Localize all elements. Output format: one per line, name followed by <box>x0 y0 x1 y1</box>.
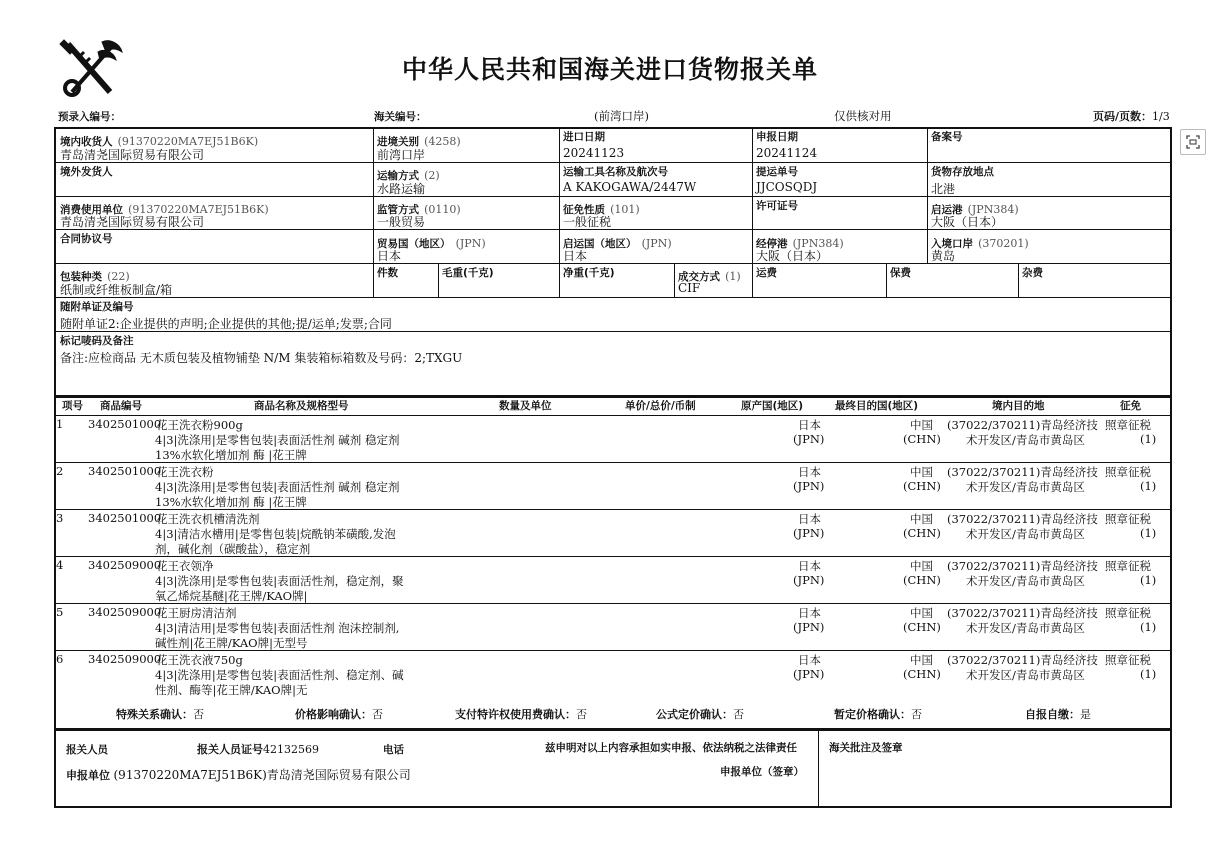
verify-note: 仅供核对用 <box>834 109 892 123</box>
trade-country-label: 贸易国（地区） <box>377 238 451 250</box>
storage-label: 货物存放地点 <box>931 166 994 178</box>
table-row <box>55 557 1171 604</box>
declaring-unit-value: (91370220MA7EJ51B6K)青岛清尧国际贸易有限公司 <box>113 768 411 782</box>
row-spec-line2: 13%水软化增加剂 酶 |花王牌 <box>155 448 307 462</box>
insurance-label: 保费 <box>890 267 911 279</box>
row-dest-code: (CHN) <box>903 432 941 446</box>
row-name: 花王洗衣液750g <box>156 653 243 667</box>
deal-label: 成交方式 <box>678 271 720 283</box>
row-no: 5 <box>56 605 64 619</box>
departure-port-value: 大阪（日本） <box>931 215 1004 229</box>
supervision-label: 监管方式 <box>377 204 419 216</box>
row-dest: 中国 <box>910 418 933 432</box>
transport-mode-value: 水路运输 <box>377 182 426 196</box>
scan-icon <box>1181 130 1205 154</box>
table-row <box>55 604 1171 651</box>
vessel-label: 运输工具名称及航次号 <box>563 166 668 178</box>
port-note: (前湾口岸) <box>594 109 649 123</box>
table-row <box>55 510 1171 557</box>
scan-button[interactable] <box>1180 129 1206 155</box>
row-origin: 日本 <box>798 418 821 432</box>
customs-no-label: 海关编号： <box>374 111 427 123</box>
customs-remarks-label: 海关批注及签章 <box>829 742 903 754</box>
row-levy-code: (1) <box>1140 573 1157 587</box>
import-date-value: 20241123 <box>563 146 625 160</box>
page-indicator <box>1093 108 1170 124</box>
row-levy-code: (1) <box>1140 620 1157 634</box>
row-dest-code: (CHN) <box>903 573 941 587</box>
royalty-label: 支付特许权使用费确认： <box>455 708 576 721</box>
row-levy: 照章征税 <box>1105 512 1151 526</box>
deal-value: CIF <box>678 281 701 295</box>
special-label: 特殊关系确认： <box>116 708 193 721</box>
row-code: 3402509000 <box>88 558 162 572</box>
row-domestic-line2: 术开发区/青岛市黄岛区 <box>966 668 1085 682</box>
row-spec-line1: 4|3|清洁用|是零售包装|表面活性剂 泡沫控制剂, <box>155 621 400 635</box>
row-dest-code: (CHN) <box>903 667 941 681</box>
col-header-origin: 原产国(地区) <box>741 400 804 412</box>
price-value: 否 <box>372 708 383 721</box>
table-row <box>55 651 1171 698</box>
row-dest: 中国 <box>910 559 933 573</box>
marks-label: 标记唛码及备注 <box>60 335 134 347</box>
transit-port-label: 经停港 <box>756 238 788 250</box>
row-spec-line2: 碱性剂|花王牌/KAO牌|无型号 <box>155 636 308 650</box>
transit-port-value: 大阪（日本） <box>756 249 829 263</box>
levy-label: 征免性质 <box>563 204 605 216</box>
col-header-levy: 征免 <box>1120 400 1141 412</box>
formula-confirm <box>656 706 744 722</box>
provisional-value: 否 <box>911 708 922 721</box>
row-levy: 照章征税 <box>1105 418 1151 432</box>
pre-entry-label: 预录入编号： <box>58 111 121 123</box>
col-header-name: 商品名称及规格型号 <box>254 400 349 412</box>
docs-label: 随附单证及编号 <box>60 301 134 313</box>
levy-code: (101) <box>610 203 640 216</box>
col-header-qty: 数量及单位 <box>499 400 552 412</box>
bl-value: JJCOSQDJ <box>756 180 818 194</box>
row-origin-code: (JPN) <box>793 526 825 540</box>
row-spec-line2: 13%水软化增加剂 酶 |花王牌 <box>155 495 307 509</box>
row-domestic-line1: (37022/370211)青岛经济技 <box>947 653 1098 667</box>
user-unit-label: 消费使用单位 <box>60 204 123 216</box>
package-code: (22) <box>107 270 130 283</box>
user-unit-code: (91370220MA7EJ51B6K) <box>128 203 269 216</box>
page-label: 页码/页数： <box>1093 110 1153 123</box>
declare-date-label: 申报日期 <box>756 131 798 143</box>
price-label: 价格影响确认： <box>295 708 372 721</box>
contract-label: 合同协议号 <box>60 233 113 245</box>
declaring-unit-seal: 申报单位（签章） <box>720 766 804 778</box>
royalty-value: 否 <box>576 708 587 721</box>
departure-port-code: (JPN384) <box>967 203 1019 216</box>
special-confirm <box>116 706 204 722</box>
self-pay-value: 是 <box>1080 708 1091 721</box>
row-domestic-line2: 术开发区/青岛市黄岛区 <box>966 527 1085 541</box>
origin-country-code: (JPN) <box>641 237 672 250</box>
row-domestic-line2: 术开发区/青岛市黄岛区 <box>966 574 1085 588</box>
formula-label: 公式定价确认： <box>656 708 733 721</box>
row-no: 4 <box>56 558 64 572</box>
row-levy: 照章征税 <box>1105 465 1151 479</box>
bl-label: 提运单号 <box>756 166 798 178</box>
row-domestic-line1: (37022/370211)青岛经济技 <box>947 559 1098 573</box>
page-value: 1/3 <box>1152 110 1170 123</box>
row-origin-code: (JPN) <box>793 573 825 587</box>
row-levy-code: (1) <box>1140 667 1157 681</box>
table-row <box>55 463 1171 510</box>
storage-value: 北港 <box>931 182 956 196</box>
entry-customs-value: 前湾口岸 <box>377 148 426 162</box>
row-domestic-line1: (37022/370211)青岛经济技 <box>947 606 1098 620</box>
misc-label: 杂费 <box>1022 267 1043 279</box>
entry-port-code: (370201) <box>978 237 1029 250</box>
row-origin-code: (JPN) <box>793 432 825 446</box>
row-spec-line2: 氧乙烯烷基醚|花王牌/KAO牌| <box>155 589 308 603</box>
supervision-value: 一般贸易 <box>377 215 426 229</box>
net-label: 净重(千克) <box>563 267 615 279</box>
levy-value: 一般征税 <box>563 215 612 229</box>
row-spec-line1: 4|3|清洁水槽用|是零售包装|烷酰钠苯磺酸,发泡 <box>155 527 396 541</box>
package-label: 包装种类 <box>60 271 102 283</box>
row-levy: 照章征税 <box>1105 606 1151 620</box>
self-pay-label: 自报自缴： <box>1025 708 1080 721</box>
trade-country-code: (JPN) <box>455 237 486 250</box>
row-dest-code: (CHN) <box>903 526 941 540</box>
vessel-value: A KAKOGAWA/2447W <box>563 180 697 194</box>
row-origin: 日本 <box>798 653 821 667</box>
departure-port-label: 启运港 <box>931 204 963 216</box>
license-label: 许可证号 <box>756 200 798 212</box>
declarer-cert-value: 42132569 <box>263 743 319 756</box>
row-code: 3402501000 <box>88 511 162 525</box>
provisional-confirm <box>834 706 922 722</box>
row-dest: 中国 <box>910 512 933 526</box>
row-domestic-line1: (37022/370211)青岛经济技 <box>947 418 1098 432</box>
marks-value: 备注:应检商品 无木质包装及植物铺垫 N/M 集装箱标箱数及号码：2;TXGU <box>60 351 463 365</box>
price-confirm <box>295 706 383 722</box>
docs-value: 随附单证2:企业提供的声明;企业提供的其他;提/运单;发票;合同 <box>60 317 392 331</box>
row-spec-line1: 4|3|洗涤用|是零售包装|表面活性剂 碱剂 稳定剂 <box>155 433 400 447</box>
row-levy-code: (1) <box>1140 526 1157 540</box>
row-no: 2 <box>56 464 64 478</box>
entry-customs-label: 进境关别 <box>377 136 419 148</box>
row-name: 花王厨房清洁剂 <box>156 606 237 620</box>
transit-port-code: (JPN384) <box>792 237 844 250</box>
col-header-code: 商品编号 <box>100 400 142 412</box>
row-name: 花王洗衣粉900g <box>156 418 243 432</box>
consignee-label: 境内收货人 <box>60 136 113 148</box>
entry-port-value: 黄岛 <box>931 249 956 263</box>
provisional-label: 暂定价格确认： <box>834 708 911 721</box>
consignee-code: (91370220MA7EJ51B6K) <box>117 135 259 148</box>
record-no-label: 备案号 <box>931 131 963 143</box>
row-no: 1 <box>56 417 64 431</box>
row-name: 花王洗衣机槽清洗剂 <box>156 512 260 526</box>
row-name: 花王衣领净 <box>156 559 214 573</box>
row-spec-line1: 4|3|洗涤用|是零售包装|表面活性剂，稳定剂，聚 <box>155 574 404 588</box>
col-header-dest: 最终目的国(地区) <box>835 400 919 412</box>
declaring-unit-label: 申报单位 <box>66 769 110 782</box>
transport-mode-label: 运输方式 <box>377 170 419 182</box>
package-value: 纸制或纤维板制盒/箱 <box>60 283 173 297</box>
origin-country-value: 日本 <box>563 249 588 263</box>
declarer-label: 报关人员 <box>66 744 108 756</box>
deal-code: (1) <box>725 270 741 283</box>
row-levy: 照章征税 <box>1105 559 1151 573</box>
row-domestic-line1: (37022/370211)青岛经济技 <box>947 465 1098 479</box>
col-header-price: 单价/总价/币制 <box>625 400 696 412</box>
col-header-domestic: 境内目的地 <box>992 400 1045 412</box>
import-date-label: 进口日期 <box>563 131 605 143</box>
row-spec-line1: 4|3|洗涤用|是零售包装|表面活性剂、稳定剂、碱 <box>155 668 404 682</box>
royalty-confirm <box>455 706 587 722</box>
row-origin-code: (JPN) <box>793 479 825 493</box>
declare-date-value: 20241124 <box>756 146 818 160</box>
row-dest: 中国 <box>910 606 933 620</box>
entry-port-label: 入境口岸 <box>931 238 973 250</box>
row-code: 3402501000 <box>88 417 162 431</box>
row-origin: 日本 <box>798 559 821 573</box>
row-spec-line2: 性剂、酶等|花王牌/KAO牌|无 <box>155 683 308 697</box>
row-dest-code: (CHN) <box>903 479 941 493</box>
freight-label: 运费 <box>756 267 777 279</box>
row-domestic-line2: 术开发区/青岛市黄岛区 <box>966 480 1085 494</box>
self-pay-confirm <box>1025 706 1091 722</box>
row-origin: 日本 <box>798 465 821 479</box>
row-domestic-line2: 术开发区/青岛市黄岛区 <box>966 621 1085 635</box>
row-origin: 日本 <box>798 512 821 526</box>
formula-value: 否 <box>733 708 744 721</box>
overseas-shipper-label: 境外发货人 <box>60 166 113 178</box>
row-origin: 日本 <box>798 606 821 620</box>
row-levy: 照章征税 <box>1105 653 1151 667</box>
special-value: 否 <box>193 708 204 721</box>
col-header-no: 项号 <box>62 400 83 412</box>
declaration-statement: 兹申明对以上内容承担如实申报、依法纳税之法律责任 <box>545 742 797 754</box>
row-origin-code: (JPN) <box>793 620 825 634</box>
row-domestic-line1: (37022/370211)青岛经济技 <box>947 512 1098 526</box>
row-domestic-line2: 术开发区/青岛市黄岛区 <box>966 433 1085 447</box>
phone-label: 电话 <box>383 744 404 756</box>
declarer-cert-label: 报关人员证号 <box>197 743 263 756</box>
user-unit-name: 青岛清尧国际贸易有限公司 <box>60 215 205 229</box>
trade-country-value: 日本 <box>377 249 402 263</box>
row-spec-line1: 4|3|洗涤用|是零售包装|表面活性剂 碱剂 稳定剂 <box>155 480 400 494</box>
transport-mode-code: (2) <box>424 169 440 182</box>
row-spec-line2: 剂，碱化剂（碳酸盐），稳定剂 <box>155 542 311 556</box>
origin-country-label: 启运国（地区） <box>563 238 637 250</box>
row-levy-code: (1) <box>1140 479 1157 493</box>
gross-label: 毛重(千克) <box>442 267 494 279</box>
row-dest: 中国 <box>910 465 933 479</box>
consignee-name: 青岛清尧国际贸易有限公司 <box>60 148 205 162</box>
row-no: 3 <box>56 511 64 525</box>
customs-emblem-icon <box>58 38 124 100</box>
row-code: 3402501000 <box>88 464 162 478</box>
entry-customs-code: (4258) <box>424 135 461 148</box>
supervision-code: (0110) <box>424 203 461 216</box>
row-origin-code: (JPN) <box>793 667 825 681</box>
row-code: 3402509000 <box>88 652 162 666</box>
row-code: 3402509000 <box>88 605 162 619</box>
row-dest-code: (CHN) <box>903 620 941 634</box>
pieces-label: 件数 <box>377 267 398 279</box>
row-no: 6 <box>56 652 64 666</box>
table-row <box>55 416 1171 463</box>
document-title: 中华人民共和国海关进口货物报关单 <box>402 55 819 84</box>
row-name: 花王洗衣粉 <box>156 465 214 479</box>
row-dest: 中国 <box>910 653 933 667</box>
row-levy-code: (1) <box>1140 432 1157 446</box>
